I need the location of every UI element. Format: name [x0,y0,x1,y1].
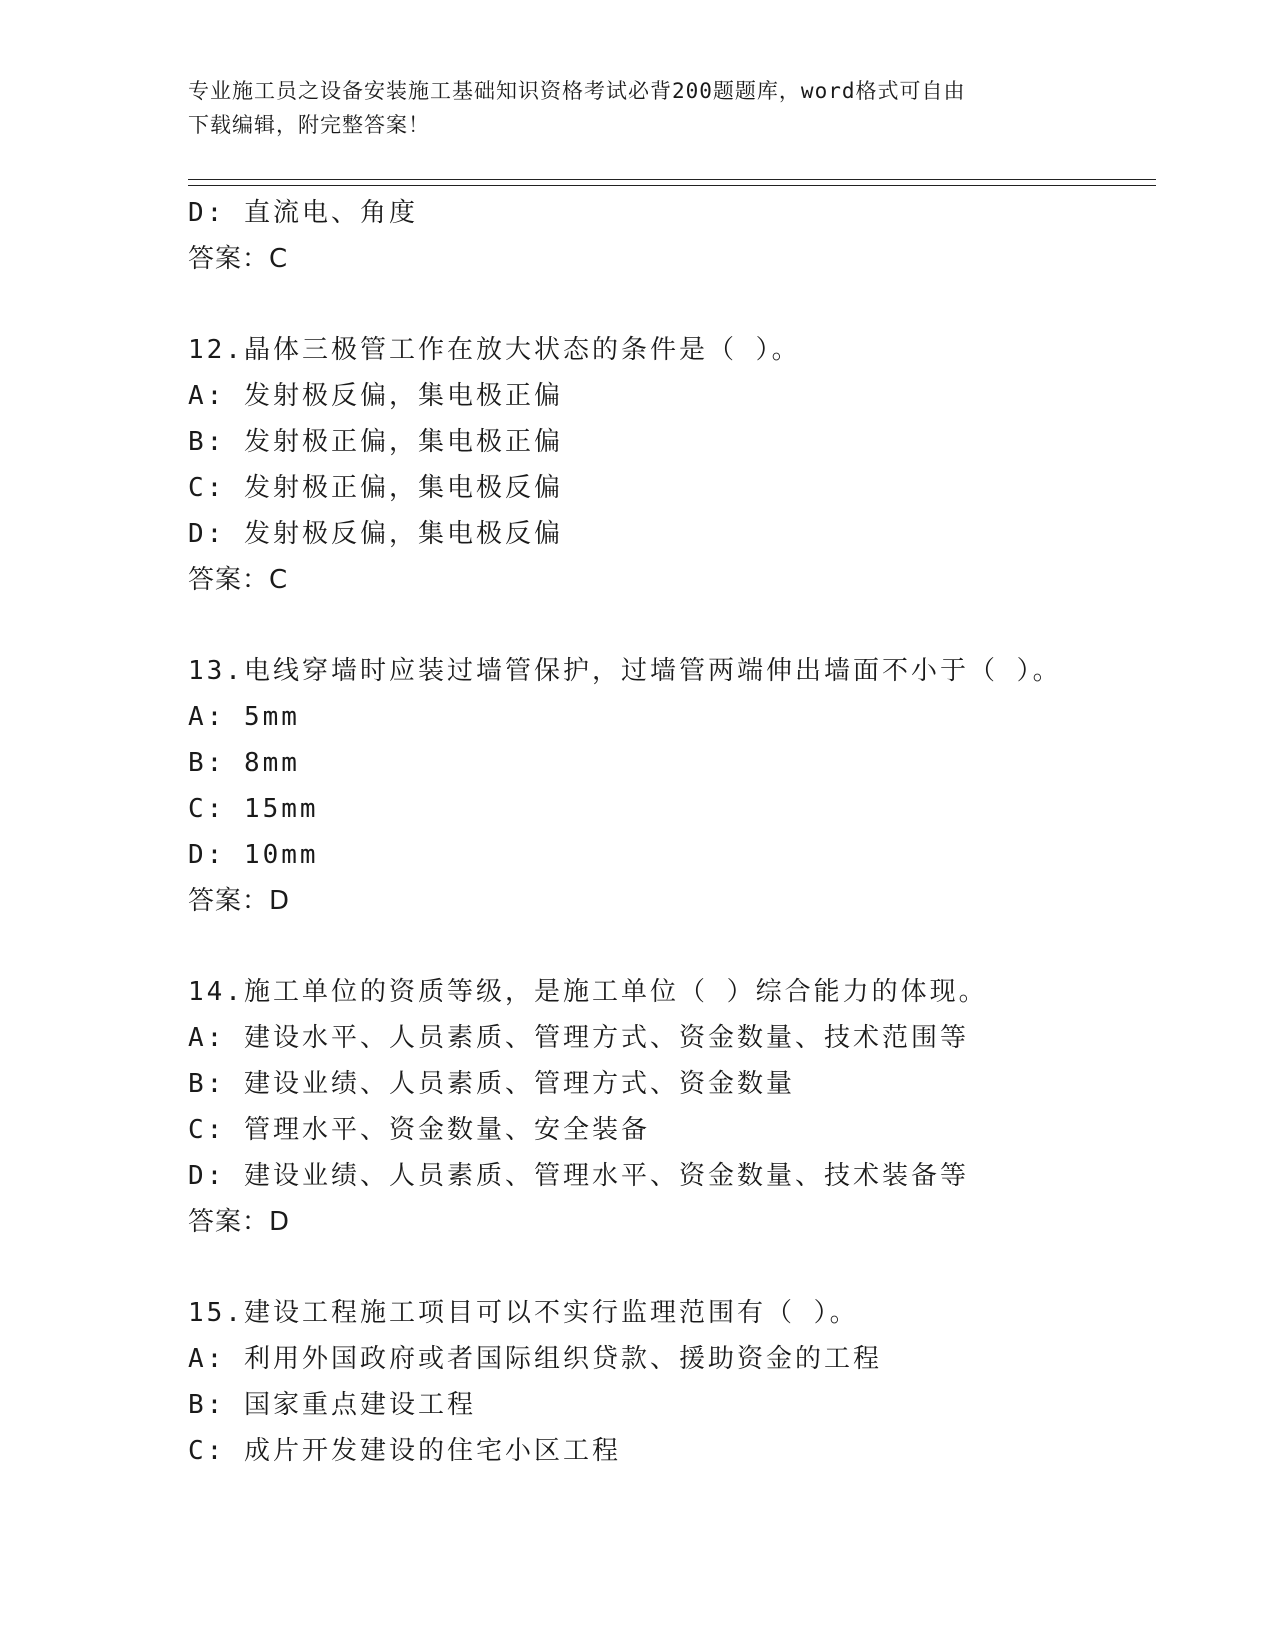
option-a: A: 发射极反偏，集电极正偏 [188,381,563,411]
option-a: A: 5mm [188,702,300,732]
option-b: B: 8mm [188,748,300,778]
option-a: A: 利用外国政府或者国际组织贷款、援助资金的工程 [188,1344,882,1374]
question-13 [188,648,1156,924]
option-d: D: 10mm [188,840,319,870]
option-c: C: 成片开发建设的住宅小区工程 [188,1436,621,1466]
option-c: C: 管理水平、资金数量、安全装备 [188,1115,650,1145]
question-14 [188,969,1156,1245]
option-a: A: 建设水平、人员素质、管理方式、资金数量、技术范围等 [188,1023,969,1053]
option-d: D: 建设业绩、人员素质、管理水平、资金数量、技术装备等 [188,1161,969,1191]
option-b: B: 发射极正偏，集电极正偏 [188,427,563,457]
page-header [188,74,1088,142]
answer: 答案：C [188,565,289,595]
option-c: C: 发射极正偏，集电极反偏 [188,473,563,503]
question-stem: 14.施工单位的资质等级，是施工单位（ ）综合能力的体现。 [188,977,988,1007]
question-stem: 13.电线穿墙时应装过墙管保护，过墙管两端伸出墙面不小于（ ）。 [188,656,1062,686]
header-divider [188,179,1156,186]
option-c: C: 15mm [188,794,319,824]
prev-question-answer: 答案：C [188,244,289,274]
header-title-line-2: 下载编辑，附完整答案！ [188,113,430,137]
question-stem: 15.建设工程施工项目可以不实行监理范围有（ ）。 [188,1298,859,1328]
answer: 答案：D [188,886,291,916]
option-d: D: 发射极反偏，集电极反偏 [188,519,563,549]
prev-question-option-d: D: 直流电、角度 [188,198,418,228]
answer: 答案：D [188,1207,291,1237]
header-title-line-1: 专业施工员之设备安装施工基础知识资格考试必背200题题库，word格式可自由 [188,79,966,103]
option-b: B: 国家重点建设工程 [188,1390,476,1420]
option-b: B: 建设业绩、人员素质、管理方式、资金数量 [188,1069,795,1099]
question-stem: 12.晶体三极管工作在放大状态的条件是（ ）。 [188,335,801,365]
document-body [188,190,1156,1474]
question-12 [188,327,1156,603]
question-15 [188,1290,1156,1474]
